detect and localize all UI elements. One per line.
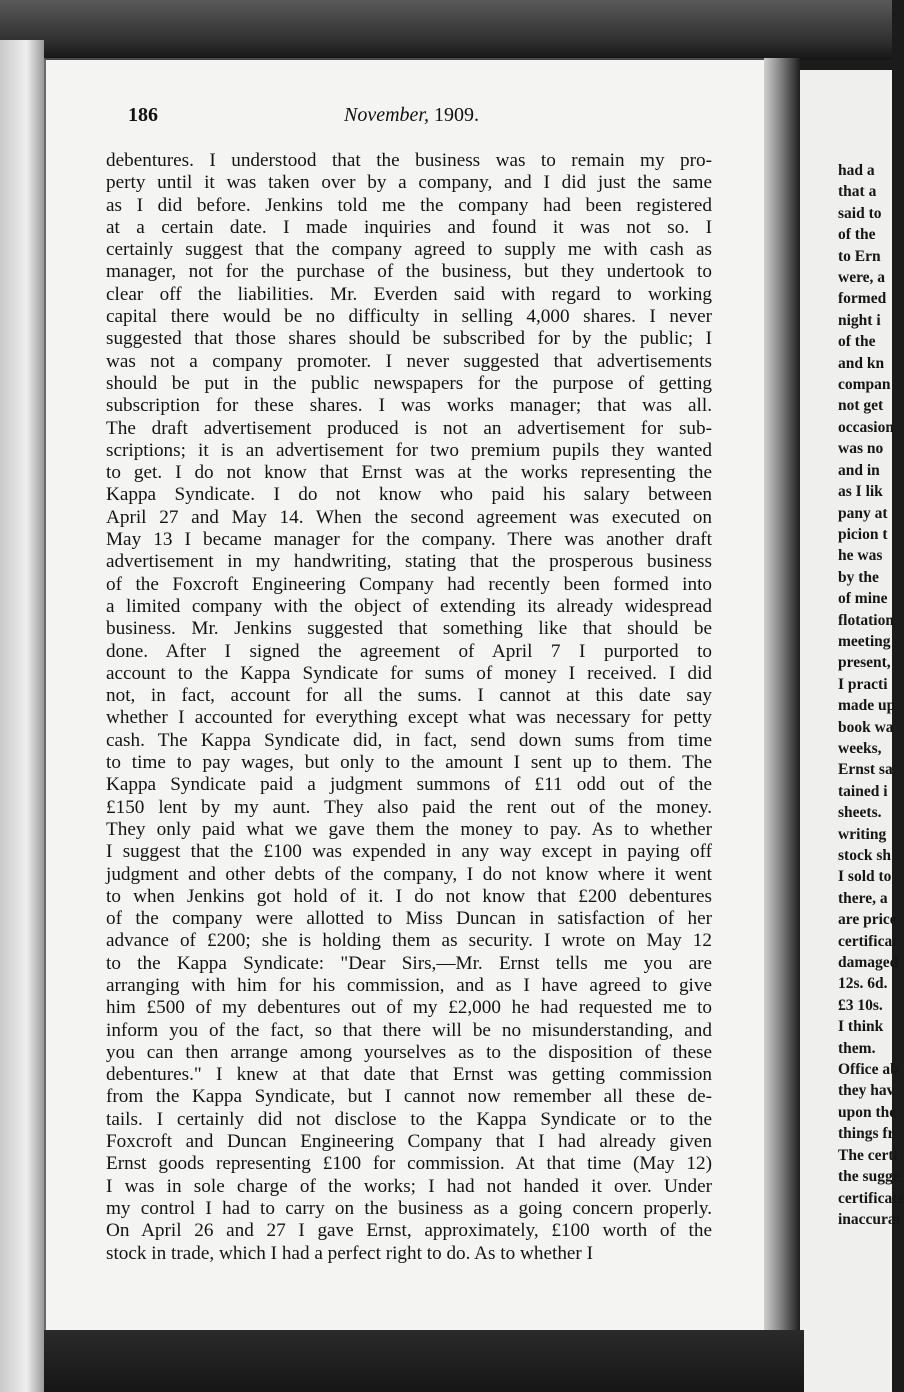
page-number: 186 <box>128 104 158 126</box>
text-line: Kappa Syndicate paid a judgment summons of £11 odd out of the <box>106 774 712 796</box>
running-head-year: 1909. <box>433 104 479 126</box>
facing-page-line: sheets. <box>838 804 882 822</box>
running-head <box>344 104 479 127</box>
facing-page-line: 12s. 6d. <box>838 975 888 993</box>
facing-page-line: had a <box>838 162 875 179</box>
facing-page-line: book wa <box>838 718 894 736</box>
text-line: tails. I certainly did not disclose to the Kappa Syndicate or to the <box>106 1108 712 1130</box>
text-line: I was in sole charge of the works; I had not handed it over. Under <box>106 1175 712 1197</box>
text-line: as I did before. Jenkins told me the company had been registered <box>106 194 712 216</box>
facing-page-line: meeting <box>838 632 891 650</box>
facing-page-line: I practi <box>838 675 888 693</box>
facing-page-line: of the <box>838 226 876 244</box>
facing-page-line: by the <box>838 568 879 586</box>
text-line: to get. I do not know that Ernst was at the works representing the <box>106 462 712 484</box>
facing-page-line: certificat <box>838 932 898 950</box>
facing-page-line: weeks, <box>838 739 882 757</box>
text-line: manager, not for the purchase of the business, but they undertook to <box>106 261 712 283</box>
text-line: capital there would be no difficulty in selling 4,000 shares. I never <box>106 306 712 328</box>
text-line: done. After I signed the agreement of April 7 I purported to <box>106 640 712 662</box>
facing-page-text <box>838 160 904 1230</box>
text-line: account to the Kappa Syndicate for sums of money I received. I did <box>106 662 712 684</box>
left-page-edge <box>0 40 44 1392</box>
text-line: debentures. I understood that the business was to remain my pro- <box>106 150 712 171</box>
facing-page-line: there, a <box>838 889 888 907</box>
body-text <box>106 150 712 1265</box>
text-line: May 13 I became manager for the company. There was another draft <box>106 529 712 551</box>
facing-page-line: inaccurat <box>838 1210 901 1228</box>
text-line: I suggest that the £100 was expended in any way except in paying off <box>106 841 712 863</box>
facing-page <box>800 70 904 1392</box>
text-line: at a certain date. I made inquiries and found it was not so. I <box>106 216 712 238</box>
facing-page-line: Office ab <box>838 1061 899 1079</box>
text-line: Kappa Syndicate. I do not know who paid his salary between <box>106 484 712 506</box>
text-line: cash. The Kappa Syndicate did, in fact, send down sums from time <box>106 729 712 751</box>
text-line: to time to pay wages, but only to the amount I sent up to them. The <box>106 752 712 774</box>
text-line: April 27 and May 14. When the second agreement was executed on <box>106 506 712 528</box>
facing-page-line: night i <box>838 311 881 329</box>
text-line: advertisement in my handwriting, stating that the prosperous business <box>106 551 712 573</box>
facing-page-line: them. <box>838 1039 876 1057</box>
facing-page-line: formed <box>838 290 887 308</box>
text-line: from the Kappa Syndicate, but I cannot now remember all these de- <box>106 1086 712 1108</box>
text-line: certainly suggest that the company agreed to supply me with cash as <box>106 239 712 261</box>
facing-page-line: that a <box>838 183 877 201</box>
text-line: a limited company with the object of extending its already widespread <box>106 595 712 617</box>
facing-page-line: £3 10s. <box>838 996 883 1014</box>
text-line: him £500 of my debentures out of my £2,000 he had requested me to <box>106 997 712 1019</box>
facing-page-line: occasion <box>838 418 894 436</box>
text-line: inform you of the fact, so that there will be no misunderstanding, and <box>106 1019 712 1041</box>
facing-page-line: stock sh <box>838 847 891 864</box>
text-line: to when Jenkins got hold of it. I do not know that £200 debentures <box>106 885 712 907</box>
facing-page-line: they hav <box>838 1082 895 1100</box>
text-line: £150 lent by my aunt. They also paid the rent out of the money. <box>106 796 712 818</box>
text-line: judgment and other debts of the company, I do not know where it went <box>106 863 712 885</box>
text-line: of the Foxcroft Engineering Company had recently been formed into <box>106 573 712 595</box>
facing-page-line: Ernst sa <box>838 761 893 779</box>
text-line: They only paid what we gave them the money to pay. As to whether <box>106 818 712 840</box>
text-line: subscription for these shares. I was works manager; that was all. <box>106 395 712 417</box>
text-line: perty until it was taken over by a company, and I did just the same <box>106 172 712 194</box>
facing-page-line: flotation <box>838 611 894 629</box>
facing-page-line: to Ern <box>838 247 881 265</box>
facing-page-line: was no <box>838 440 884 458</box>
scan-background-bottom <box>44 1330 804 1392</box>
scan-background-top <box>0 0 892 60</box>
facing-page-line: damaged <box>838 954 899 972</box>
facing-page-line: I sold to <box>838 868 892 886</box>
page-header <box>86 104 718 134</box>
text-line: Ernst goods representing £100 for commission. At that time (May 12) <box>106 1153 712 1175</box>
text-line: clear off the liabilities. Mr. Everden said with regard to working <box>106 283 712 305</box>
facing-page-line: upon the <box>838 1103 897 1121</box>
text-line: was not a company promoter. I never suggested that advertisements <box>106 350 712 372</box>
facing-page-line: writing <box>838 825 887 843</box>
facing-page-line: tained i <box>838 782 888 800</box>
text-line: should be put in the public newspapers for the purpose of getting <box>106 372 712 394</box>
facing-page-line: pany at <box>838 504 888 522</box>
facing-page-line: are price <box>838 911 897 929</box>
facing-page-line: not get <box>838 397 884 415</box>
facing-page-line: things fr <box>838 1125 895 1143</box>
facing-page-line: picion t <box>838 525 888 543</box>
facing-page-line: said to <box>838 204 882 222</box>
facing-page-line: I think <box>838 1018 884 1036</box>
facing-page-line: made up <box>838 697 896 715</box>
text-line: my control I had to carry on the business as a going concern properly. <box>106 1197 712 1219</box>
running-head-month: November, <box>344 104 429 126</box>
facing-page-line: and kn <box>838 354 885 372</box>
book-gutter <box>764 58 800 1358</box>
facing-page-line: certificate <box>838 1189 904 1207</box>
facing-page-line: were, a <box>838 269 886 287</box>
facing-page-line: as I lik <box>838 483 883 501</box>
text-line: advance of £200; she is holding them as security. I wrote on May 12 <box>106 930 712 952</box>
text-line: The draft advertisement produced is not an advertisement for sub- <box>106 417 712 439</box>
facing-page-line: of mine <box>838 590 888 608</box>
facing-page-line: of the <box>838 333 876 351</box>
text-line: whether I accounted for everything except what was necessary for petty <box>106 707 712 729</box>
text-line: On April 26 and 27 I gave Ernst, approximately, £100 worth of the <box>106 1220 712 1242</box>
text-line: stock in trade, which I had a perfect right to do. As to whether I <box>106 1242 594 1264</box>
facing-page-line: present, <box>838 654 891 672</box>
facing-page-line: and in <box>838 461 880 479</box>
text-line: Foxcroft and Duncan Engineering Company that I had already given <box>106 1131 712 1153</box>
text-line: suggested that those shares should be subscribed for by the public; I <box>106 328 712 350</box>
text-line: arranging with him for his commission, and as I have agreed to give <box>106 974 712 996</box>
text-line: scriptions; it is an advertisement for two premium pupils they wanted <box>106 439 712 461</box>
facing-page-line: the sugge <box>838 1168 900 1186</box>
facing-page-line: The certi <box>838 1146 898 1164</box>
text-line: business. Mr. Jenkins suggested that something like that should be <box>106 618 712 640</box>
text-line: debentures." I knew at that date that Ernst was getting commission <box>106 1064 712 1086</box>
text-line: you can then arrange among yourselves as to the disposition of these <box>106 1041 712 1063</box>
text-line: not, in fact, account for all the sums. I cannot at this date say <box>106 685 712 707</box>
text-line: of the company were allotted to Miss Duncan in satisfaction of her <box>106 908 712 930</box>
facing-page-line: he was <box>838 547 883 565</box>
facing-page-line: compan <box>838 376 891 394</box>
text-line: to the Kappa Syndicate: "Dear Sirs,—Mr. Ernst tells me you are <box>106 952 712 974</box>
